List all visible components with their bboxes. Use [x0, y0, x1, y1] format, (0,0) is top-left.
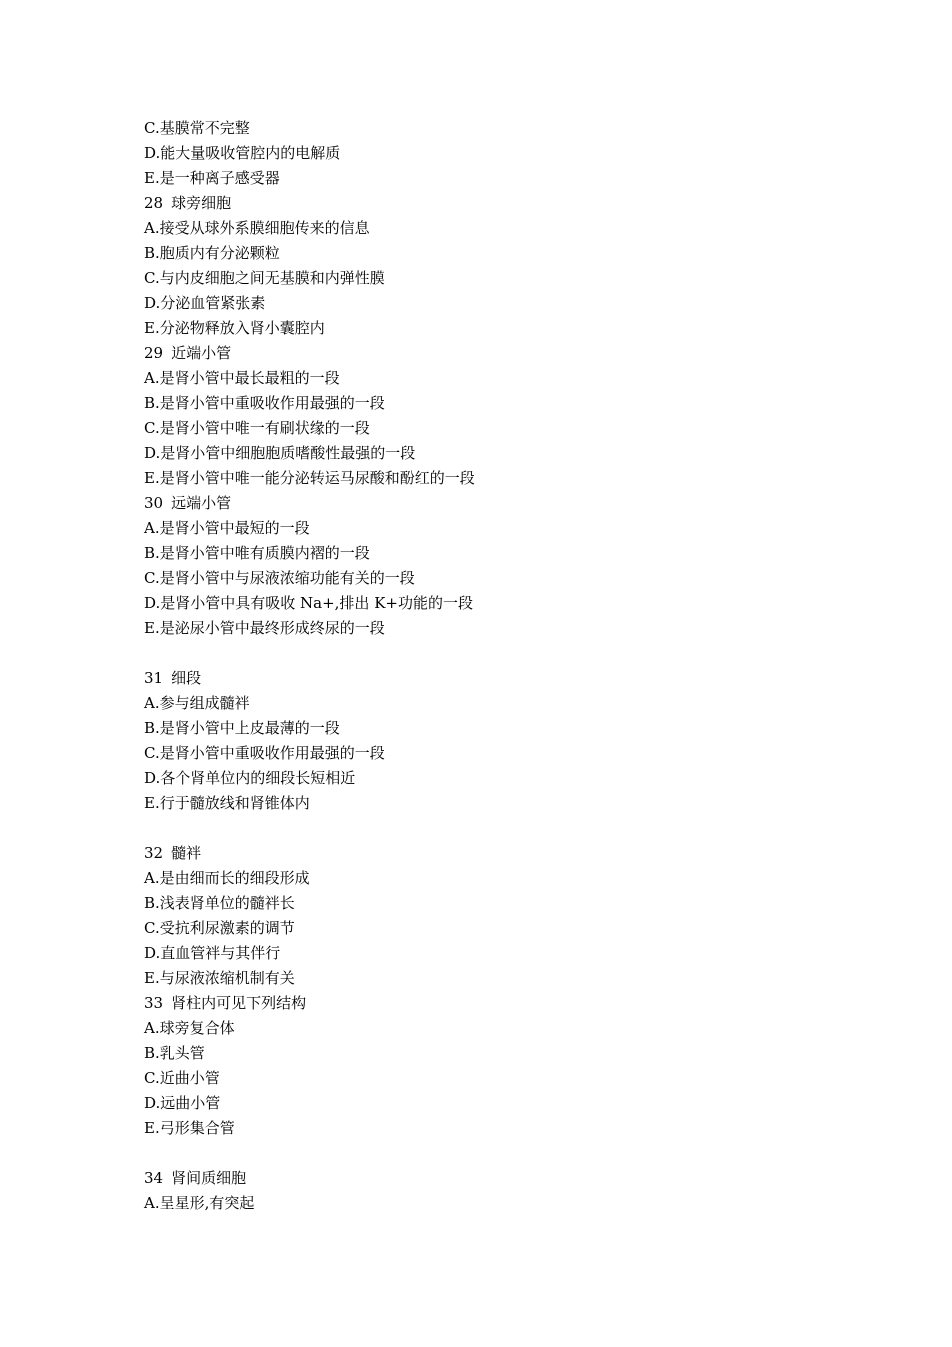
answer-option: A.参与组成髓袢	[144, 694, 250, 712]
answer-option: A.接受从球外系膜细胞传来的信息	[144, 219, 370, 237]
question-stem	[144, 666, 844, 691]
question-stem	[144, 341, 844, 366]
question-stem	[144, 841, 844, 866]
question-text: 球旁细胞	[171, 194, 232, 212]
question-text: 肾柱内可见下列结构	[171, 994, 307, 1012]
question-text: 近端小管	[171, 344, 232, 362]
answer-option: D.分泌血管紧张素	[144, 294, 266, 312]
question-stem	[144, 491, 844, 516]
answer-option: A.是肾小管中最短的一段	[144, 519, 310, 537]
blank-line	[144, 641, 844, 666]
answer-option: D.是肾小管中具有吸收 Na+,排出 K+功能的一段	[144, 594, 473, 612]
answer-option: D.各个肾单位内的细段长短相近	[144, 769, 356, 787]
answer-option: E.是肾小管中唯一能分泌转运马尿酸和酚红的一段	[144, 469, 475, 487]
answer-option: C.是肾小管中唯一有刷状缘的一段	[144, 419, 370, 437]
answer-option: E.行于髓放线和肾锥体内	[144, 794, 310, 812]
blank-line	[144, 816, 844, 841]
answer-option: B.乳头管	[144, 1044, 205, 1062]
question-stem	[144, 991, 844, 1016]
question-number: 31	[144, 669, 164, 687]
question-number: 29	[144, 344, 164, 362]
answer-option: D.能大量吸收管腔内的电解质	[144, 144, 341, 162]
answer-option: E.是一种离子感受器	[144, 169, 280, 187]
question-stem	[144, 1166, 844, 1191]
answer-option: D.直血管袢与其伴行	[144, 944, 281, 962]
answer-option: D.远曲小管	[144, 1094, 221, 1112]
answer-option: C.近曲小管	[144, 1069, 220, 1087]
blank-line	[144, 1141, 844, 1166]
question-stem	[144, 191, 844, 216]
question-text: 远端小管	[171, 494, 232, 512]
answer-option: E.弓形集合管	[144, 1119, 235, 1137]
question-number: 30	[144, 494, 164, 512]
answer-option: A.呈星形,有突起	[144, 1194, 255, 1212]
answer-option: C.受抗利尿激素的调节	[144, 919, 295, 937]
question-number: 34	[144, 1169, 164, 1187]
question-number: 33	[144, 994, 164, 1012]
answer-option: C.与内皮细胞之间无基膜和内弹性膜	[144, 269, 385, 287]
answer-option: B.是肾小管中唯有质膜内褶的一段	[144, 544, 370, 562]
question-number: 32	[144, 844, 164, 862]
answer-option: E.是泌尿小管中最终形成终尿的一段	[144, 619, 385, 637]
answer-option: A.是肾小管中最长最粗的一段	[144, 369, 340, 387]
answer-option: C.是肾小管中与尿液浓缩功能有关的一段	[144, 569, 415, 587]
answer-option: E.分泌物释放入肾小囊腔内	[144, 319, 325, 337]
answer-option: B.浅表肾单位的髓袢长	[144, 894, 295, 912]
answer-option: D.是肾小管中细胞胞质嗜酸性最强的一段	[144, 444, 416, 462]
question-text: 细段	[171, 669, 202, 687]
question-text: 髓袢	[171, 844, 202, 862]
answer-option: B.是肾小管中重吸收作用最强的一段	[144, 394, 385, 412]
answer-option: A.是由细而长的细段形成	[144, 869, 310, 887]
answer-option: B.是肾小管中上皮最薄的一段	[144, 719, 340, 737]
answer-option: C.是肾小管中重吸收作用最强的一段	[144, 744, 385, 762]
question-number: 28	[144, 194, 164, 212]
answer-option: B.胞质内有分泌颗粒	[144, 244, 280, 262]
answer-option: A.球旁复合体	[144, 1019, 235, 1037]
question-text: 肾间质细胞	[171, 1169, 247, 1187]
answer-option: C.基膜常不完整	[144, 119, 250, 137]
document-page	[144, 116, 844, 1216]
answer-option: E.与尿液浓缩机制有关	[144, 969, 295, 987]
